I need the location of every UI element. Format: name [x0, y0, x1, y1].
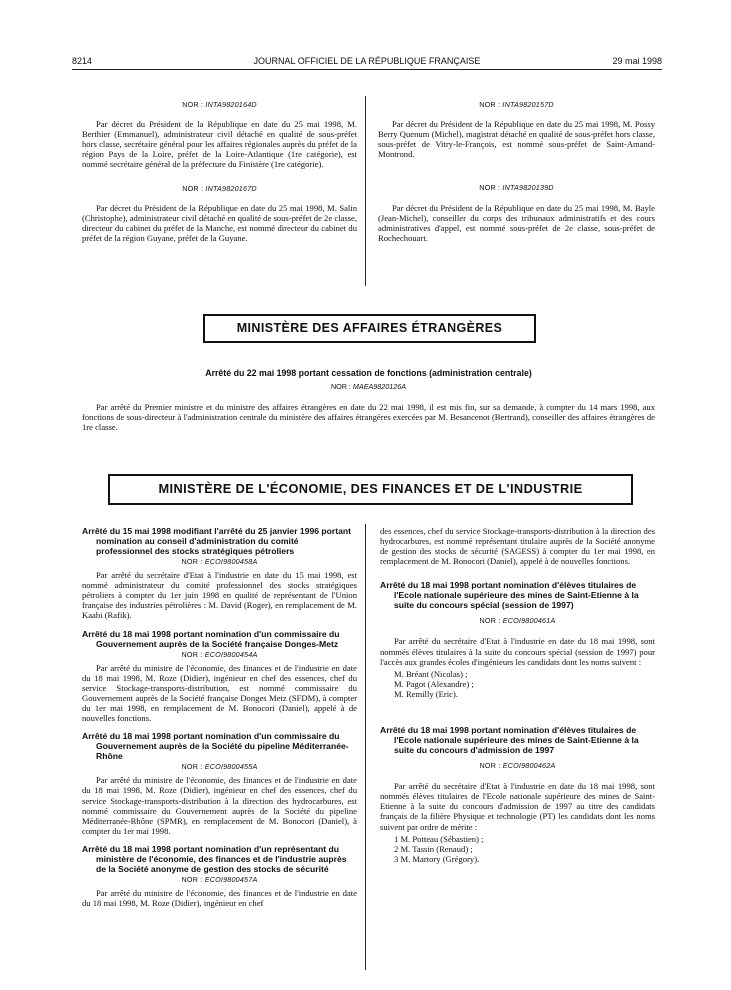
decree-entry [378, 100, 655, 159]
arrete-text: Par arrêté du ministre de l'économie, des finances et de l'industrie en date du 18 mai 1998, M. Roze (Didier), ingénieur en chef des essences, chef du service Stockage-transports-distribution à la direction des hydrocarbures, est nommé commissaire du Gouvernement auprès de la Société du pipeline Méditerranée-Rhône (SPMR), en remplacement de M. Bonocori (Daniel), à compter du 1er mai 1998. [82, 775, 357, 836]
decree-entry [378, 183, 655, 242]
arrete-text: Par arrêté du ministre de l'économie, des finances et de l'industrie en date du 18 mai 1998, M. Roze (Didier), ingénieur en chef [82, 887, 357, 909]
eco-right-column [380, 526, 655, 872]
nor-reference [82, 875, 357, 885]
nor-code: ECOI9800462A [502, 761, 556, 771]
top-right-column [378, 100, 655, 251]
nor-label: NOR : [479, 761, 503, 771]
list-item: 2 M. Tassin (Renaud) ; [394, 843, 473, 854]
nor-reference [378, 183, 655, 193]
nor-reference [82, 557, 357, 567]
nor-code: INTA9820164D [205, 100, 257, 109]
nor-label: NOR : [479, 183, 503, 193]
list-item: M. Pagot (Alexandre) ; [394, 678, 474, 689]
arrete-title: Arrêté du 18 mai 1998 portant nomination d'un représentant du ministère de l'économie, des finances et de l'industrie auprès de la Société anonyme de gestion des stocks de sécurité [82, 843, 347, 874]
header-rule [72, 69, 662, 70]
decree-text: Par décret du Président de la République en date du 25 mai 1998, M. Possy Berry Quenum (Michel), magistrat détaché en qualité de sous-préfet hors classe, sous-préfet de Vitry-le-François, est nommé sous-préfet de Saint-Amand-Montrond. [378, 119, 655, 160]
top-left-column [82, 100, 357, 251]
nor-label: NOR : [479, 100, 503, 109]
nor-reference [82, 650, 357, 660]
names-list [380, 834, 655, 864]
list-item: 3 M. Martory (Grégory). [394, 853, 480, 864]
nor-code: ECOI9800461A [502, 616, 556, 626]
column-divider [365, 96, 366, 286]
arrete-entry [82, 629, 357, 724]
nor-label: NOR : [182, 183, 206, 193]
page-header [72, 56, 662, 70]
arrete-entry [82, 526, 357, 621]
nor-reference [380, 616, 655, 626]
decree-text: Par arrêté du Premier ministre et du ministre des affaires étrangères en date du 22 mai 1998, il est mis fin, sur sa demande, à compter du 14 mars 1998, aux fonctions de sous-directeur à l'administration centrale du ministère des affaires étrangères exercées par M. Besancenot (Bertrand), conseiller des affaires étrangères de 1re classe. [82, 402, 655, 433]
arrete-entry [380, 725, 655, 864]
arrete-title: Arrêté du 18 mai 1998 portant nomination d'élèves titulaires de l'Ecole nationale supérieure des mines de Saint-Etienne à la suite du concours d'admission de 1997 [380, 725, 639, 756]
nor-label: NOR : [330, 382, 353, 391]
nor-code: INTA9820139D [502, 183, 554, 193]
list-item: M. Remilly (Eric). [394, 688, 458, 699]
nor-code: ECOI9800455A [204, 762, 258, 772]
decree-entry [82, 100, 357, 170]
nor-reference [82, 762, 357, 772]
nor-code: ECOI9800458A [204, 557, 258, 566]
names-list [380, 669, 655, 699]
page-number: 8214 [72, 56, 93, 66]
nor-label: NOR : [181, 649, 205, 659]
journal-title: JOURNAL OFFICIEL DE LA RÉPUBLIQUE FRANÇAISE [253, 56, 481, 66]
nor-reference [82, 382, 655, 391]
nor-code: ECOI9800457A [204, 874, 258, 884]
arrete-text: Par arrêté du secrétaire d'Etat à l'industrie en date du 15 mai 1998, est nommé administrateur du comité professionnel des stocks stratégiques pétroliers à compter du 1er juin 1998 en qualité de représentant de l'Union française des industries pétrolières : M. David (Roger), en remplacement de M. Kaabi (Rafik). [82, 570, 357, 621]
nor-label: NOR : [181, 874, 205, 884]
section-body [82, 402, 655, 432]
arrete-title: Arrêté du 18 mai 1998 portant nomination d'un commissaire du Gouvernement auprès de la Société française Donges-Metz [82, 628, 340, 649]
decree-entry [82, 184, 357, 243]
eco-left-column [82, 526, 357, 916]
nor-label: NOR : [182, 100, 206, 109]
nor-label: NOR : [479, 616, 503, 626]
nor-label: NOR : [181, 557, 205, 566]
arrete-text: Par arrêté du secrétaire d'Etat à l'industrie en date du 18 mai 1998, sont nommés élèves titulaires à la suite du concours spécial (session de 1997) pour l'accès aux grandes écoles d'ingénieurs les candidats dont les noms suivent : [380, 636, 655, 667]
ministry-heading: MINISTÈRE DE L'ÉCONOMIE, DES FINANCES ET DE L'INDUSTRIE [108, 474, 633, 505]
arrete-title: Arrêté du 15 mai 1998 modifiant l'arrêté du 25 janvier 1996 portant nomination au conseil d'administration du comité professionnel des stocks stratégiques pétroliers [82, 526, 352, 556]
issue-date: 29 mai 1998 [612, 56, 662, 66]
arrete-text: Par arrêté du ministre de l'économie, des finances et de l'industrie en date du 18 mai 1998, M. Roze (Didier), ingénieur en chef des essences, chef du service Stockage-transports-distribution, est nommé commissaire du Gouvernement auprès de la Société française Donges Metz (SFDM), à compter du 1er mai 1998, en remplacement de M. Bonocori (Daniel), appelé à de nouvelles fonctions. [82, 662, 357, 724]
nor-code: MAEA9820126A [352, 382, 407, 391]
nor-reference [82, 100, 357, 110]
section-title: Arrêté du 22 mai 1998 portant cessation de fonctions (administration centrale) [205, 368, 532, 378]
arrete-entry [82, 731, 357, 836]
arrete-continuation [380, 526, 655, 566]
nor-code: INTA9820167D [205, 183, 257, 193]
column-divider [365, 524, 366, 970]
arrete-text: Par arrêté du secrétaire d'Etat à l'industrie en date du 18 mai 1998, sont nommés élèves titulaires de l'Ecole nationale supérieure des mines de Saint-Etienne à la suite du concours d'admission de 1997 au titre des candidats français de la filière Physique et technologie (PT) les candidats dont les noms suivent par ordre de mérite : [380, 781, 655, 832]
nor-label: NOR : [181, 762, 205, 772]
ministry-heading: MINISTÈRE DES AFFAIRES ÉTRANGÈRES [203, 314, 536, 343]
decree-text: Par décret du Président de la République en date du 25 mai 1998, M. Salin (Christophe), administrateur civil détaché en qualité de sous-préfet de 2e classe, directeur du cabinet du préfet de la Manche, est nommé directeur du cabinet du préfet de la région Guyane, préfet de la Guyane. [82, 202, 357, 243]
nor-reference [380, 761, 655, 771]
decree-text: Par décret du Président de la République en date du 25 mai 1998, M. Berthier (Emmanuel), administrateur civil détaché en qualité de sous-préfet hors classe, secrétaire général pour les affaires régionales auprès du préfet de la région Pays de la Loire, préfet de la Loire-Atlantique (1re catégorie), est nommé secrétaire général de la préfecture du Finistère (1re catégorie). [82, 119, 357, 170]
nor-reference [378, 100, 655, 110]
list-item: M. Bréant (Nicolas) ; [394, 668, 468, 679]
arrete-entry [82, 844, 357, 908]
arrete-title: Arrêté du 18 mai 1998 portant nomination d'un commissaire du Gouvernement auprès de la Société du pipeline Méditerranée-Rhône [82, 731, 349, 762]
list-item: 1 M. Potteau (Sébastien) ; [394, 833, 484, 844]
arrete-text: des essences, chef du service Stockage-transports-distribution à la direction des hydrocarbures, est nommé représentant titulaire auprès de la Société anonyme de gestion des stocks de sécurité (SAGESS) à compter du 1er mai 1998, en remplacement de M. Bonocori (Daniel), appelé à de nouvelles fonctions. [380, 526, 655, 567]
nor-code: INTA9820157D [502, 100, 554, 109]
arrete-entry [380, 580, 655, 699]
nor-reference [82, 184, 357, 194]
arrete-title: Arrêté du 18 mai 1998 portant nomination d'élèves titulaires de l'Ecole nationale supérieure des mines de Saint-Etienne à la suite du concours spécial (session de 1997) [380, 580, 639, 611]
decree-text: Par décret du Président de la République en date du 25 mai 1998, M. Bayle (Jean-Michel), conseiller du corps des tribunaux administratifs et des cours administratives d'appel, est nommé sous-préfet de 2e classe, sous-préfet de Rochechouart. [378, 202, 655, 243]
nor-code: ECOI9800454A [204, 649, 258, 659]
